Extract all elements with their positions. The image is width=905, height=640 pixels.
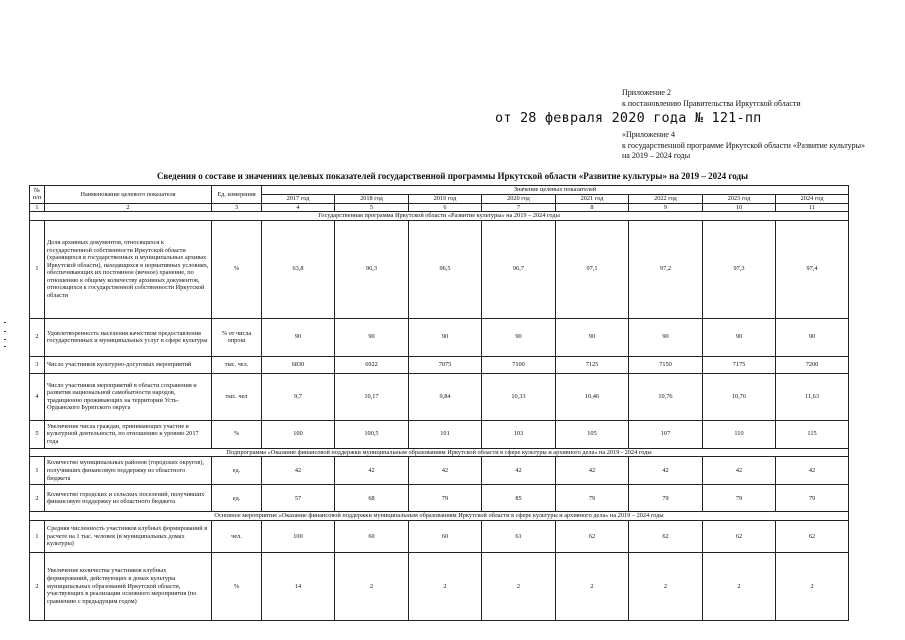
column-number: 4 <box>262 203 335 212</box>
row-number: 1 <box>30 220 45 318</box>
table-row <box>30 220 849 318</box>
column-number: 7 <box>482 203 556 212</box>
head-year: 2024 год <box>776 195 849 204</box>
indicator-name: Количество муниципальных районов (городских округов), получивших финансовую поддержку из областного бюджета <box>45 457 212 485</box>
value-cell: 6830 <box>262 356 335 373</box>
value-cell: 10,33 <box>482 373 556 420</box>
head-values-group: Значение целевых показателей <box>262 186 849 195</box>
value-cell: 68 <box>335 485 409 512</box>
value-cell: 115 <box>776 420 849 448</box>
value-cell: 60 <box>335 520 409 552</box>
value-cell: 97,3 <box>703 220 776 318</box>
value-cell: 100 <box>262 420 335 448</box>
value-cell: 60 <box>409 520 482 552</box>
row-number: 3 <box>30 356 45 373</box>
value-cell: 10,17 <box>335 373 409 420</box>
column-number: 11 <box>776 203 849 212</box>
indicator-name: Число участников мероприятий в области сохранения и развития национальной самобытности народов, традиционно проживающих на территории Усть-Ордынского Бурятского округа <box>45 373 212 420</box>
indicator-name: Средняя численность участников клубных формирований в расчете на 1 тыс. человек (в муниципальных домах культуры) <box>45 520 212 552</box>
value-cell: 96,7 <box>482 220 556 318</box>
value-cell: 100,5 <box>335 420 409 448</box>
section-title: Государственная программа Иркутской области «Развитие культуры» на 2019 – 2024 годы <box>30 212 849 221</box>
value-cell: 62 <box>556 520 629 552</box>
unit-cell: ед. <box>212 485 262 512</box>
column-numbers-row <box>30 203 849 212</box>
value-cell: 42 <box>556 457 629 485</box>
head-year: 2021 год <box>556 195 629 204</box>
column-number: 2 <box>45 203 212 212</box>
head-num: № п/п <box>30 186 45 204</box>
section-title: Подпрограмма «Оказание финансовой поддержки муниципальным образованиям Иркутской области в сфере культуры и архивного дела» на 2019 - 2024 годы <box>30 448 849 457</box>
value-cell: 6922 <box>335 356 409 373</box>
value-cell: 7175 <box>703 356 776 373</box>
section-row <box>30 448 849 457</box>
value-cell: 42 <box>629 457 703 485</box>
row-number: 2 <box>30 318 45 356</box>
value-cell: 96,5 <box>409 220 482 318</box>
head-year: 2017 год <box>262 195 335 204</box>
section-row <box>30 512 849 521</box>
column-number: 6 <box>409 203 482 212</box>
value-cell: 79 <box>556 485 629 512</box>
document-title: Сведения о составе и значениях целевых показателей государственной программы Иркутской области «Развитие культуры» на 2019 – 2024 годы <box>156 171 749 181</box>
column-number: 5 <box>335 203 409 212</box>
unit-cell: тыс. чел <box>212 373 262 420</box>
value-cell: 96,3 <box>335 220 409 318</box>
scan-mark <box>4 346 6 347</box>
value-cell: 10,46 <box>556 373 629 420</box>
table-row <box>30 485 849 512</box>
column-number: 9 <box>629 203 703 212</box>
row-number: 1 <box>30 457 45 485</box>
value-cell: 62 <box>703 520 776 552</box>
value-cell: 42 <box>703 457 776 485</box>
head-unit: Ед. измерения <box>212 186 262 204</box>
unit-cell: % <box>212 220 262 318</box>
unit-cell: % <box>212 420 262 448</box>
unit-cell: чел. <box>212 520 262 552</box>
table-head <box>30 186 849 212</box>
indicators-table <box>29 185 849 621</box>
column-number: 1 <box>30 203 45 212</box>
annex-line: Приложение 2 <box>622 88 671 97</box>
annex-header <box>622 88 882 109</box>
value-cell: 79 <box>776 485 849 512</box>
column-number: 8 <box>556 203 629 212</box>
table-row <box>30 420 849 448</box>
section-row <box>30 212 849 221</box>
value-cell: 2 <box>556 552 629 620</box>
value-cell: 90 <box>482 318 556 356</box>
indicator-name: Увеличение количества участников клубных формирований, действующих в домах культуры муниципальных образований Иркутской области, участвующих в реализации основного мероприятия (по сравнению с предыдущим годом) <box>45 552 212 620</box>
value-cell: 7100 <box>482 356 556 373</box>
row-number: 1 <box>30 520 45 552</box>
annex4-line1: «Приложение 4 <box>622 130 675 139</box>
unit-cell: % <box>212 552 262 620</box>
value-cell: 11,63 <box>776 373 849 420</box>
scan-mark <box>4 331 6 332</box>
value-cell: 7150 <box>629 356 703 373</box>
value-cell: 97,4 <box>776 220 849 318</box>
table-row <box>30 373 849 420</box>
value-cell: 101 <box>409 420 482 448</box>
value-cell: 79 <box>629 485 703 512</box>
indicator-name: Количество городских и сельских поселений, получивших финансовую поддержку из областного бюджета <box>45 485 212 512</box>
value-cell: 9,84 <box>409 373 482 420</box>
value-cell: 110 <box>703 420 776 448</box>
value-cell: 90 <box>335 318 409 356</box>
scan-mark <box>4 322 6 323</box>
section-title: Основное мероприятие «Оказание финансовой поддержки муниципальным образованиям Иркутской области в сфере культуры и архивного дела» на 2019 – 2024 годы <box>30 512 849 521</box>
value-cell: 2 <box>335 552 409 620</box>
row-number: 2 <box>30 552 45 620</box>
head-year: 2018 год <box>335 195 409 204</box>
value-cell: 62 <box>629 520 703 552</box>
value-cell: 7125 <box>556 356 629 373</box>
value-cell: 63,8 <box>262 220 335 318</box>
value-cell: 7200 <box>776 356 849 373</box>
value-cell: 97,1 <box>556 220 629 318</box>
value-cell: 42 <box>262 457 335 485</box>
unit-cell: ед. <box>212 457 262 485</box>
to-resolution-line: к постановлению Правительства Иркутской области <box>622 98 801 108</box>
value-cell: 90 <box>262 318 335 356</box>
value-cell: 10,76 <box>629 373 703 420</box>
indicator-name: Увеличение числа граждан, принимающих участие в культурной деятельности, по отношению к уровню 2017 года <box>45 420 212 448</box>
value-cell: 7075 <box>409 356 482 373</box>
row-number: 4 <box>30 373 45 420</box>
value-cell: 107 <box>629 420 703 448</box>
row-number: 5 <box>30 420 45 448</box>
value-cell: 42 <box>776 457 849 485</box>
value-cell: 90 <box>776 318 849 356</box>
table-row <box>30 520 849 552</box>
table-row <box>30 552 849 620</box>
value-cell: 9,7 <box>262 373 335 420</box>
unit-cell: тыс. чел. <box>212 356 262 373</box>
table-body <box>30 212 849 621</box>
value-cell: 42 <box>482 457 556 485</box>
value-cell: 79 <box>703 485 776 512</box>
value-cell: 61 <box>482 520 556 552</box>
value-cell: 100 <box>262 520 335 552</box>
value-cell: 2 <box>482 552 556 620</box>
value-cell: 103 <box>482 420 556 448</box>
value-cell: 90 <box>703 318 776 356</box>
indicator-name: Удовлетворенность населения качеством предоставления государственных и муниципальных услуг в сфере культуры <box>45 318 212 356</box>
indicator-name: Число участников культурно-досуговых мероприятий <box>45 356 212 373</box>
head-year: 2019 год <box>409 195 482 204</box>
head-year: 2023 год <box>703 195 776 204</box>
value-cell: 90 <box>556 318 629 356</box>
value-cell: 2 <box>409 552 482 620</box>
value-cell: 42 <box>335 457 409 485</box>
value-cell: 90 <box>629 318 703 356</box>
value-cell: 105 <box>556 420 629 448</box>
value-cell: 79 <box>409 485 482 512</box>
scan-mark <box>4 339 6 340</box>
value-cell: 14 <box>262 552 335 620</box>
decree-line: от 28 февраля 2020 года № 121-пп <box>495 110 762 126</box>
table-row <box>30 457 849 485</box>
table-row <box>30 356 849 373</box>
annex4-line2: к государственной программе Иркутской области «Развитие культуры» на 2019 – 2024 годы <box>622 140 865 160</box>
value-cell: 85 <box>482 485 556 512</box>
value-cell: 42 <box>409 457 482 485</box>
annex4-header <box>622 130 867 162</box>
table-row <box>30 318 849 356</box>
row-number: 2 <box>30 485 45 512</box>
value-cell: 10,76 <box>703 373 776 420</box>
column-number: 10 <box>703 203 776 212</box>
value-cell: 90 <box>409 318 482 356</box>
value-cell: 2 <box>629 552 703 620</box>
value-cell: 97,2 <box>629 220 703 318</box>
value-cell: 62 <box>776 520 849 552</box>
value-cell: 2 <box>776 552 849 620</box>
value-cell: 57 <box>262 485 335 512</box>
head-year: 2022 год <box>629 195 703 204</box>
indicator-name: Доля архивных документов, относящихся к государственной собственности Иркутской области (хранящихся в государственных и муниципальных архивах Иркутской области), находящихся в нормативных условиях, обеспечивающих их постоянное (вечное) хранение, по отношению к общему количеству архивных документов, относящихся к государственной собственности Иркутской области <box>45 220 212 318</box>
value-cell: 2 <box>703 552 776 620</box>
head-year: 2020 год <box>482 195 556 204</box>
column-number: 3 <box>212 203 262 212</box>
head-name: Наименование целевого показателя <box>45 186 212 204</box>
unit-cell: % от числа опрош <box>212 318 262 356</box>
